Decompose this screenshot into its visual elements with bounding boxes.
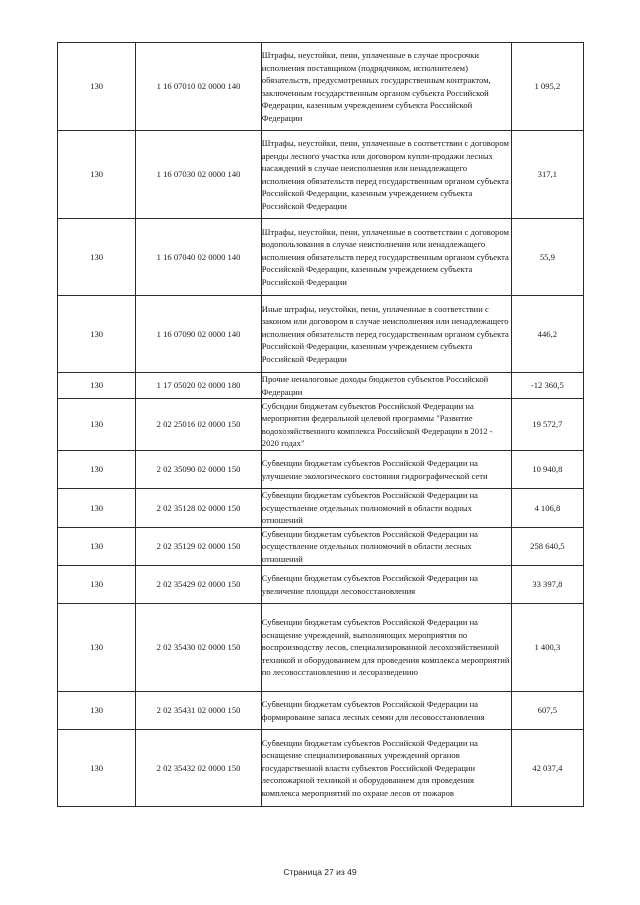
amount-cell: 42 037,4: [511, 730, 583, 807]
table-row: [58, 399, 584, 451]
admin-code-cell: 130: [58, 373, 136, 399]
table-row: [58, 43, 584, 131]
admin-code-cell: 130: [58, 489, 136, 528]
revenue-name-cell: Субвенции бюджетам субъектов Российской Федерации на формирование запаса лесных семян для лесовосстановления: [261, 692, 511, 730]
table-row: [58, 219, 584, 296]
page-number: Страница 27 из 49: [283, 867, 357, 877]
revenue-code-cell: 2 02 35432 02 0000 150: [136, 730, 261, 807]
revenue-code-cell: 2 02 25016 02 0000 150: [136, 399, 261, 451]
amount-cell: 1 095,2: [511, 43, 583, 131]
revenue-code-cell: 1 16 07040 02 0000 140: [136, 219, 261, 296]
revenue-name-cell: Иные штрафы, неустойки, пени, уплаченные в соответствии с законом или договором в случае неисполнения или ненадлежащего исполнения обязательств перед государственным органом субъекта Российской Федерации, казенным учреждением субъекта Российской Федерации: [261, 296, 511, 373]
admin-code-cell: 130: [58, 604, 136, 692]
amount-cell: 19 572,7: [511, 399, 583, 451]
revenue-name-cell: Штрафы, неустойки, пени, уплаченные в соответствии с договором аренды лесного участка или договором купли-продажи лесных насаждений в случае неисполнения или ненадлежащего исполнения обязательств перед государственным органом субъекта Российской Федерации, казенным учреждением субъекта Российской Федерации: [261, 131, 511, 219]
revenue-name-cell: Субвенции бюджетам субъектов Российской Федерации на осуществление отдельных полномочий в области водных отношений: [261, 489, 511, 528]
admin-code-cell: 130: [58, 527, 136, 566]
admin-code-cell: 130: [58, 43, 136, 131]
amount-cell: 10 940,8: [511, 451, 583, 489]
amount-cell: 33 397,8: [511, 566, 583, 604]
revenue-name-cell: Штрафы, неустойки, пени, уплаченные в соответствии с договором водопользования в случае неисполнения или ненадлежащего исполнения обязательств перед государственным органом субъекта Российской Федерации, казенным учреждением субъекта Российской Федерации: [261, 219, 511, 296]
amount-cell: -12 360,5: [511, 373, 583, 399]
table-row: [58, 296, 584, 373]
amount-cell: 55,9: [511, 219, 583, 296]
revenue-code-cell: 2 02 35430 02 0000 150: [136, 604, 261, 692]
admin-code-cell: 130: [58, 730, 136, 807]
revenue-name-cell: Субсидии бюджетам субъектов Российской Федерации на мероприятия федеральной целевой программы "Развитие водохозяйственного комплекса Российской Федерации в 2012 - 2020 годах": [261, 399, 511, 451]
revenue-name-cell: Субвенции бюджетам субъектов Российской Федерации на улучшение экологического состояния гидрографической сети: [261, 451, 511, 489]
admin-code-cell: 130: [58, 296, 136, 373]
amount-cell: 1 400,3: [511, 604, 583, 692]
revenue-name-cell: Субвенции бюджетам субъектов Российской Федерации на оснащение специализированных учреждений органов государственной власти субъектов Российской Федерации лесопожарной техникой и оборудованием для проведения комплекса мероприятий по охране лесов от пожаров: [261, 730, 511, 807]
revenue-code-cell: 1 16 07010 02 0000 140: [136, 43, 261, 131]
admin-code-cell: 130: [58, 692, 136, 730]
revenue-name-cell: Субвенции бюджетам субъектов Российской Федерации на увеличение площади лесовосстановления: [261, 566, 511, 604]
revenue-code-cell: 1 16 07030 02 0000 140: [136, 131, 261, 219]
table-row: [58, 131, 584, 219]
revenue-table-body: [58, 43, 584, 807]
table-row: [58, 692, 584, 730]
table-row: [58, 730, 584, 807]
amount-cell: 4 106,8: [511, 489, 583, 528]
table-row: [58, 489, 584, 528]
revenue-code-cell: 2 02 35129 02 0000 150: [136, 527, 261, 566]
table-row: [58, 451, 584, 489]
revenue-name-cell: Субвенции бюджетам субъектов Российской Федерации на осуществление отдельных полномочий в области лесных отношений: [261, 527, 511, 566]
revenue-code-cell: 2 02 35128 02 0000 150: [136, 489, 261, 528]
revenue-name-cell: Субвенции бюджетам субъектов Российской Федерации на оснащение учреждений, выполняющих мероприятия по воспроизводству лесов, специализированной лесохозяйственной техникой и оборудованием для проведения комплекса мероприятий по лесовосстановлению и лесоразведению: [261, 604, 511, 692]
revenue-name-cell: Прочие неналоговые доходы бюджетов субъектов Российской Федерации: [261, 373, 511, 399]
revenue-code-cell: 1 17 05020 02 0000 180: [136, 373, 261, 399]
revenue-code-cell: 2 02 35429 02 0000 150: [136, 566, 261, 604]
amount-cell: 446,2: [511, 296, 583, 373]
table-row: [58, 527, 584, 566]
amount-cell: 607,5: [511, 692, 583, 730]
revenue-code-cell: 1 16 07090 02 0000 140: [136, 296, 261, 373]
admin-code-cell: 130: [58, 131, 136, 219]
amount-cell: 258 640,5: [511, 527, 583, 566]
amount-cell: 317,1: [511, 131, 583, 219]
admin-code-cell: 130: [58, 399, 136, 451]
admin-code-cell: 130: [58, 219, 136, 296]
table-row: [58, 373, 584, 399]
revenue-table: [57, 42, 584, 807]
admin-code-cell: 130: [58, 451, 136, 489]
revenue-name-cell: Штрафы, неустойки, пени, уплаченные в случае просрочки исполнения поставщиком (подрядчиком, исполнителем) обязательств, предусмотренных государственным контрактом, заключенным государственным органом субъекта Российской Федерации, казенным учреждением субъекта Российской Федерации: [261, 43, 511, 131]
table-row: [58, 604, 584, 692]
revenue-code-cell: 2 02 35090 02 0000 150: [136, 451, 261, 489]
admin-code-cell: 130: [58, 566, 136, 604]
table-row: [58, 566, 584, 604]
revenue-code-cell: 2 02 35431 02 0000 150: [136, 692, 261, 730]
